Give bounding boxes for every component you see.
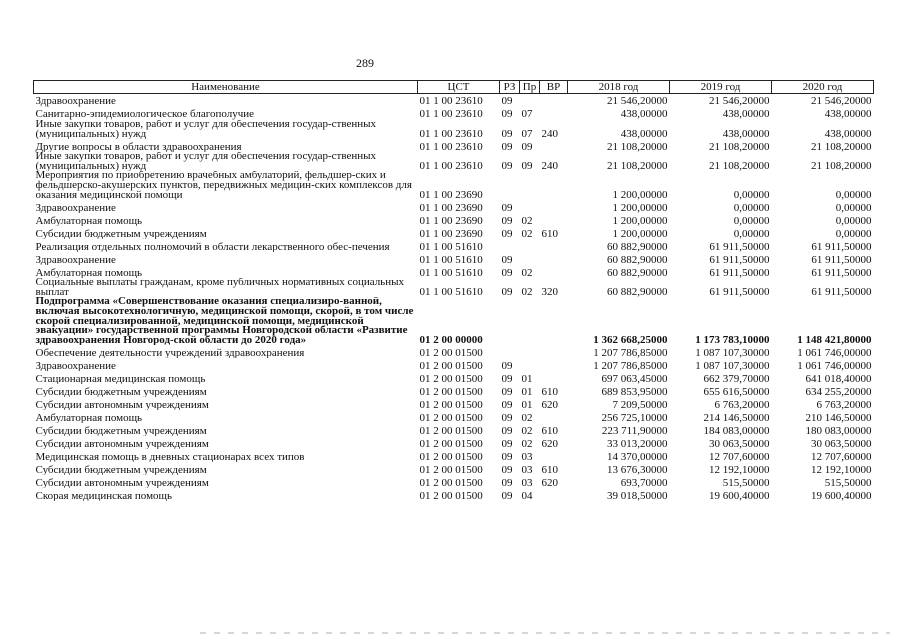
row-2019: 21 546,20000 (709, 95, 770, 107)
row-cst: 01 1 00 51610 (419, 253, 483, 266)
table-row (34, 139, 874, 152)
row-pr: 02 (521, 285, 533, 298)
row-rz (500, 171, 520, 200)
row-2018: 256 725,10000 (601, 411, 668, 424)
row-cst: 01 2 00 01500 (419, 424, 483, 437)
header-2018: 2018 год (568, 81, 670, 94)
table-row (34, 410, 874, 423)
row-2020: 12 192,10000 (811, 463, 872, 476)
row-vr (540, 239, 568, 252)
row-2019: 61 911,50000 (709, 253, 770, 266)
row-2019: 21 108,20000 (709, 159, 770, 172)
row-pr: 02 (521, 214, 533, 227)
row-rz: 09 (501, 266, 513, 279)
row-vr: 240 (541, 127, 558, 140)
row-rz: 09 (501, 227, 513, 240)
header-name: Наименование (34, 81, 418, 94)
row-cst: 01 1 00 23610 (419, 159, 483, 172)
row-2020: 641 018,40000 (805, 372, 872, 385)
table-header-row (34, 81, 874, 94)
row-vr (540, 265, 568, 278)
table-row (34, 226, 874, 239)
row-rz: 09 (501, 489, 513, 502)
row-vr (540, 371, 568, 384)
row-2018: 1 200,00000 (612, 188, 668, 201)
row-2018: 21 546,20000 (607, 95, 668, 107)
row-2020: 12 707,60000 (811, 450, 872, 463)
row-pr: 04 (521, 489, 533, 502)
row-name: Стационарная медицинская помощь (35, 372, 206, 385)
row-rz: 09 (501, 285, 513, 298)
header-pr: Пр (520, 81, 540, 94)
row-vr (540, 200, 568, 213)
row-2019: 1 087 107,30000 (695, 346, 770, 359)
row-cst: 01 2 00 01500 (419, 450, 483, 463)
row-2019: 0,00000 (733, 201, 770, 214)
table-row (34, 239, 874, 252)
row-2020: 210 146,50000 (805, 411, 872, 424)
row-pr: 01 (521, 372, 533, 385)
table-row (34, 371, 874, 384)
row-2020: 19 600,40000 (811, 489, 872, 502)
row-2019: 438,00000 (722, 108, 770, 120)
table-row (34, 449, 874, 462)
row-2020: 61 911,50000 (811, 285, 872, 298)
row-rz: 09 (501, 95, 513, 107)
row-2020: 21 108,20000 (811, 140, 872, 153)
row-pr (520, 345, 540, 358)
row-2020: 61 911,50000 (811, 240, 872, 253)
row-name: Субсидии автономным учреждениям (35, 398, 209, 411)
row-2019: 515,50000 (722, 476, 770, 489)
row-rz: 09 (501, 463, 513, 476)
row-vr (540, 449, 568, 462)
row-cst: 01 2 00 01500 (419, 346, 483, 359)
row-2019: 662 379,70000 (703, 372, 770, 385)
table-body (34, 94, 874, 502)
row-2020: 21 546,20000 (811, 95, 872, 107)
row-2020: 61 911,50000 (811, 266, 872, 279)
row-2018: 13 676,30000 (607, 463, 668, 476)
row-2018: 689 853,95000 (601, 385, 668, 398)
table-row (34, 200, 874, 213)
table-row (34, 278, 874, 297)
header-2020: 2020 год (772, 81, 874, 94)
row-2020: 1 148 421,80000 (797, 333, 872, 346)
row-2019: 184 083,00000 (703, 424, 770, 437)
row-name: Медицинская помощь в дневных стационарах всех типов (35, 450, 305, 463)
row-2019: 655 616,50000 (703, 385, 770, 398)
row-pr (520, 252, 540, 265)
table-row (34, 345, 874, 358)
table-row (34, 423, 874, 436)
row-rz: 09 (501, 385, 513, 398)
row-2018: 1 200,00000 (612, 201, 668, 214)
row-pr (520, 171, 540, 200)
row-pr: 03 (521, 463, 533, 476)
row-vr: 620 (541, 398, 558, 411)
row-rz: 09 (501, 411, 513, 424)
row-pr: 07 (521, 127, 533, 140)
row-rz: 09 (501, 214, 513, 227)
row-pr: 01 (521, 385, 533, 398)
row-rz: 09 (501, 398, 513, 411)
row-rz: 09 (501, 159, 513, 172)
row-2020: 0,00000 (835, 227, 872, 240)
row-2018: 223 711,90000 (601, 424, 668, 437)
row-vr: 610 (541, 463, 558, 476)
row-2019: 61 911,50000 (709, 266, 770, 279)
row-pr: 09 (521, 140, 533, 153)
row-2019: 1 087 107,30000 (695, 359, 770, 372)
page-number: 289 (356, 56, 374, 70)
row-2018: 697 063,45000 (601, 372, 668, 385)
row-2020: 1 061 746,00000 (797, 346, 872, 359)
scan-artifact-line (200, 632, 890, 634)
row-pr: 02 (521, 227, 533, 240)
row-2019: 21 108,20000 (709, 140, 770, 153)
table-row (34, 213, 874, 226)
row-name: Амбулаторная помощь (35, 214, 143, 227)
row-2018: 438,00000 (620, 127, 668, 140)
row-name: Амбулаторная помощь (35, 411, 143, 424)
row-2020: 0,00000 (835, 214, 872, 227)
row-cst: 01 1 00 23690 (419, 214, 483, 227)
row-2018: 7 209,50000 (612, 398, 668, 411)
row-name: Субсидии автономным учреждениям (35, 437, 209, 450)
row-pr: 02 (521, 411, 533, 424)
row-name: Подпрограмма «Совершенствование оказания специализиро-ванной, включая высокотехнологичную, медицинской помощи, скорой, в том числе скорой специализированной, медицинской помощи, медицинской эвакуации» государственной программы Новгородской области «Развитие здравоохранения Новгород-ской области до 2020 года» (35, 297, 414, 346)
row-vr: 320 (541, 285, 558, 298)
row-pr (520, 297, 540, 345)
row-vr (540, 297, 568, 345)
table-row (34, 358, 874, 371)
row-2018: 1 362 668,25000 (593, 333, 668, 346)
row-vr: 620 (541, 476, 558, 489)
row-name: Другие вопросы в области здравоохранения (35, 140, 242, 153)
row-name: Социальные выплаты гражданам, кроме публичных нормативных социальных выплат (35, 278, 404, 298)
row-name: Субсидии автономным учреждениям (35, 476, 209, 489)
row-cst: 01 2 00 01500 (419, 437, 483, 450)
row-rz (500, 239, 520, 252)
row-rz: 09 (501, 437, 513, 450)
row-cst: 01 2 00 01500 (419, 489, 483, 502)
header-vr: ВР (540, 81, 568, 94)
row-2019: 6 763,20000 (714, 398, 770, 411)
row-cst: 01 1 00 23610 (419, 95, 483, 107)
row-2019: 19 600,40000 (709, 489, 770, 502)
row-pr (520, 239, 540, 252)
row-2018: 60 882,90000 (607, 253, 668, 266)
row-rz: 09 (501, 140, 513, 153)
row-rz: 09 (501, 108, 513, 120)
row-pr: 02 (521, 424, 533, 437)
row-vr (540, 252, 568, 265)
row-2018: 693,70000 (620, 476, 668, 489)
row-cst: 01 1 00 23610 (419, 108, 483, 120)
row-cst: 01 1 00 51610 (419, 266, 483, 279)
row-2019: 214 146,50000 (703, 411, 770, 424)
row-rz (500, 297, 520, 345)
row-rz: 09 (501, 424, 513, 437)
row-2020: 438,00000 (824, 108, 872, 120)
row-rz: 09 (501, 450, 513, 463)
row-cst: 01 1 00 23690 (419, 188, 483, 201)
table-row (34, 265, 874, 278)
row-name: Обеспечение деятельности учреждений здравоохранения (35, 346, 305, 359)
row-pr (520, 200, 540, 213)
row-vr: 620 (541, 437, 558, 450)
table-row (34, 384, 874, 397)
row-cst: 01 1 00 23610 (419, 140, 483, 153)
row-2019: 61 911,50000 (709, 285, 770, 298)
row-cst: 01 1 00 51610 (419, 285, 483, 298)
row-vr (540, 139, 568, 152)
row-2019: 0,00000 (733, 227, 770, 240)
row-2020: 1 061 746,00000 (797, 359, 872, 372)
row-2020: 515,50000 (824, 476, 872, 489)
row-vr (540, 410, 568, 423)
table-row (34, 436, 874, 449)
row-2018: 33 013,20000 (607, 437, 668, 450)
row-pr: 03 (521, 450, 533, 463)
row-rz: 09 (501, 372, 513, 385)
row-2018: 39 018,50000 (607, 489, 668, 502)
row-2019: 0,00000 (733, 214, 770, 227)
row-2020: 0,00000 (835, 188, 872, 201)
row-2018: 1 207 786,85000 (593, 359, 668, 372)
row-2020: 438,00000 (824, 127, 872, 140)
table-row (34, 171, 874, 200)
row-name: Санитарно-эпидемиологическое благополучие (35, 108, 255, 120)
row-name: Реализация отдельных полномочий в области лекарственного обес-печения (35, 240, 390, 253)
row-pr: 03 (521, 476, 533, 489)
row-vr: 610 (541, 227, 558, 240)
row-name: Здравоохранение (35, 253, 116, 266)
row-2019: 1 173 783,10000 (695, 333, 770, 346)
header-cst: ЦСТ (418, 81, 500, 94)
row-cst: 01 1 00 23690 (419, 201, 483, 214)
row-name: Субсидии бюджетным учреждениям (35, 424, 207, 437)
row-2018: 60 882,90000 (607, 240, 668, 253)
row-rz: 09 (501, 476, 513, 489)
row-2018: 438,00000 (620, 108, 668, 120)
row-pr (520, 94, 540, 108)
table-row (34, 94, 874, 108)
row-name: Здравоохранение (35, 359, 116, 372)
row-name: Субсидии бюджетным учреждениям (35, 227, 207, 240)
row-name: Иные закупки товаров, работ и услуг для обеспечения государ-ственных (муниципальных) нужд (35, 120, 377, 140)
row-vr (540, 345, 568, 358)
row-cst: 01 2 00 01500 (419, 359, 483, 372)
row-cst: 01 1 00 23690 (419, 227, 483, 240)
row-2018: 60 882,90000 (607, 266, 668, 279)
row-name: Здравоохранение (35, 95, 116, 107)
row-2018: 21 108,20000 (607, 140, 668, 153)
row-cst: 01 2 00 01500 (419, 372, 483, 385)
row-cst: 01 2 00 01500 (419, 398, 483, 411)
row-2019: 12 192,10000 (709, 463, 770, 476)
row-2020: 0,00000 (835, 201, 872, 214)
header-rz: РЗ (500, 81, 520, 94)
table-row (34, 297, 874, 345)
row-2020: 61 911,50000 (811, 253, 872, 266)
row-name: Иные закупки товаров, работ и услуг для обеспечения государ-ственных (муниципальных) нужд (35, 152, 377, 172)
row-name: Мероприятия по приобретению врачебных амбулаторий, фельдшер-ских и фельдшерско-акушерских пунктов, передвижных медицин-ских комплексов для оказания медицинской помощи (35, 171, 412, 201)
row-pr (520, 358, 540, 371)
row-2020: 6 763,20000 (816, 398, 872, 411)
row-name: Амбулаторная помощь (35, 266, 143, 279)
table-row (34, 152, 874, 171)
row-cst: 01 2 00 00000 (419, 333, 483, 346)
row-name: Здравоохранение (35, 201, 116, 214)
row-pr: 02 (521, 266, 533, 279)
table-row (34, 475, 874, 488)
row-vr: 240 (541, 159, 558, 172)
row-2019: 61 911,50000 (709, 240, 770, 253)
row-vr: 610 (541, 424, 558, 437)
row-2018: 60 882,90000 (607, 285, 668, 298)
row-vr (540, 107, 568, 120)
row-cst: 01 2 00 01500 (419, 385, 483, 398)
row-rz: 09 (501, 201, 513, 214)
row-name: Субсидии бюджетным учреждениям (35, 463, 207, 476)
row-pr: 07 (521, 108, 533, 120)
row-rz: 09 (501, 127, 513, 140)
row-vr: 610 (541, 385, 558, 398)
table-row (34, 120, 874, 139)
row-vr (540, 94, 568, 108)
row-vr (540, 213, 568, 226)
table-row (34, 462, 874, 475)
row-pr: 02 (521, 437, 533, 450)
row-2018: 1 207 786,85000 (593, 346, 668, 359)
row-vr (540, 488, 568, 501)
row-pr: 01 (521, 398, 533, 411)
row-vr (540, 358, 568, 371)
row-2020: 21 108,20000 (811, 159, 872, 172)
row-2020: 634 255,20000 (805, 385, 872, 398)
table-row (34, 252, 874, 265)
header-2019: 2019 год (670, 81, 772, 94)
table-row (34, 397, 874, 410)
row-vr (540, 171, 568, 200)
row-2019: 12 707,60000 (709, 450, 770, 463)
row-cst: 01 1 00 23610 (419, 127, 483, 140)
budget-table (33, 80, 874, 501)
row-2018: 14 370,00000 (607, 450, 668, 463)
row-cst: 01 2 00 01500 (419, 411, 483, 424)
row-name: Скорая медицинская помощь (35, 489, 173, 502)
row-rz (500, 345, 520, 358)
row-2019: 0,00000 (733, 188, 770, 201)
row-2019: 30 063,50000 (709, 437, 770, 450)
row-pr: 09 (521, 159, 533, 172)
table-row (34, 488, 874, 501)
row-2019: 438,00000 (722, 127, 770, 140)
row-cst: 01 2 00 01500 (419, 463, 483, 476)
row-cst: 01 2 00 01500 (419, 476, 483, 489)
row-rz: 09 (501, 253, 513, 266)
row-2018: 1 200,00000 (612, 214, 668, 227)
row-2018: 21 108,20000 (607, 159, 668, 172)
row-2020: 30 063,50000 (811, 437, 872, 450)
table-row (34, 107, 874, 120)
row-name: Субсидии бюджетным учреждениям (35, 385, 207, 398)
row-2018: 1 200,00000 (612, 227, 668, 240)
row-cst: 01 1 00 51610 (419, 240, 483, 253)
row-2020: 180 083,00000 (805, 424, 872, 437)
row-rz: 09 (501, 359, 513, 372)
